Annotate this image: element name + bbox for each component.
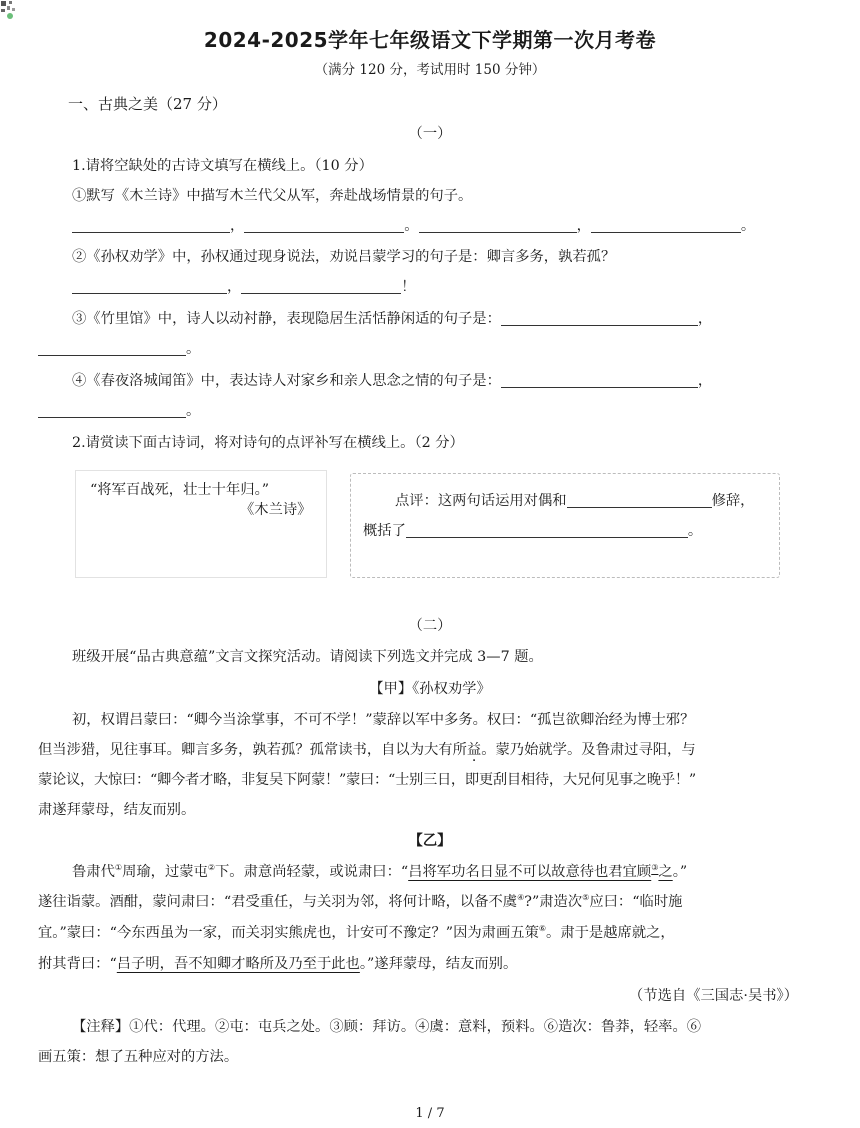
blank[interactable]: [72, 218, 230, 233]
passage-yi-line: 遂往诣蒙。酒酣，蒙问肃曰：“君受重任，与关羽为邻，将何计略，以备不虞④?”肃造次⑤应曰：“临时施: [38, 893, 683, 910]
blank[interactable]: [38, 341, 186, 356]
question-1b: ②《孙权劝学》中，孙权通过现身说法，劝说吕蒙学习的句子是：卿言多务，孰若孤？: [72, 249, 616, 265]
blank[interactable]: [38, 403, 186, 418]
comment-line-1: 点评：这两句话运用对偶和 修辞，: [395, 493, 755, 509]
notes-line: 画五策：想了五种应对的方法。: [38, 1049, 239, 1065]
passage-yi-line: 宜。”蒙曰：“今东西虽为一家，而关羽实熊虎也，计安可不豫定？”因为肃画五策⑥。肃于是越席就之，: [38, 924, 675, 941]
page-subtitle: （满分 120 分，考试用时 150 分钟）: [314, 62, 546, 78]
passage-yi-line: 鲁肃代①周瑜，过蒙屯②下。肃意尚轻蒙，或说肃曰：“吕将军功名日显不可以故意待也君宜顾③之。”: [72, 863, 688, 880]
section-heading: 一、古典之美（27 分）: [68, 95, 227, 113]
blank[interactable]: [244, 218, 404, 233]
blank[interactable]: [406, 523, 688, 538]
comment-line-2: 概括了 。: [363, 523, 703, 539]
blank[interactable]: [567, 493, 712, 508]
blank[interactable]: [419, 218, 577, 233]
answer-line-1b: ， ！: [72, 276, 416, 296]
passage-yi-title: 【乙】: [408, 833, 452, 849]
poem-source: 《木兰诗》: [240, 502, 312, 518]
blank[interactable]: [241, 279, 401, 294]
passage-yi-line: 拊其背曰：“吕子明，吾不知卿才略所及乃至于此也。”遂拜蒙母，结友而别。: [38, 956, 518, 972]
question-1-stem: 1.请将空缺处的古诗文填写在横线上。（10 分）: [72, 158, 373, 174]
qr-code-icon: [0, 0, 20, 20]
poem-quote-box: [75, 470, 327, 578]
part-one-label: （一）: [408, 126, 452, 142]
notes-line: 【注释】①代：代理。②屯：屯兵之处。③顾：拜访。④虞：意料，预料。⑥造次：鲁莽，轻率。⑥: [72, 1019, 702, 1035]
passage-jia-line: 肃遂拜蒙母，结友而别。: [38, 802, 196, 818]
passage-source: （节选自《三国志·吴书》）: [629, 988, 798, 1004]
question-1d: ④《春夜洛城闻笛》中，表达诗人对家乡和亲人思念之情的句子是： ，: [72, 373, 713, 389]
passage-jia-title: 【甲】《孙权劝学》: [369, 681, 491, 697]
comment-box: [350, 473, 780, 578]
reading-intro: 班级开展“品古典意蕴”文言文探究活动。请阅读下列选文并完成 3—7 题。: [72, 649, 543, 665]
answer-line-1c: 。: [38, 338, 200, 358]
page-title: 2024-2025学年七年级语文下学期第一次月考卷: [203, 28, 657, 52]
question-1c: ③《竹里馆》中，诗人以动衬静，表现隐居生活恬静闲适的句子是： ，: [72, 311, 713, 327]
poem-quote: “将军百战死，壮士十年归。”: [90, 482, 270, 498]
passage-jia-line: 蒙论议，大惊曰：“卿今者才略，非复吴下阿蒙！”蒙曰：“士别三日，即更刮目相待，大兄何见事之晚乎！”: [38, 772, 696, 788]
blank[interactable]: [501, 373, 698, 388]
question-1a: ①默写《木兰诗》中描写木兰代父从军，奔赴战场情景的句子。: [72, 188, 473, 204]
answer-line-1a: ， 。 ， 。: [72, 215, 755, 235]
blank[interactable]: [501, 311, 698, 326]
blank[interactable]: [591, 218, 741, 233]
page-number: 1 / 7: [415, 1106, 445, 1121]
answer-line-1d: 。: [38, 400, 200, 420]
blank[interactable]: [72, 279, 227, 294]
passage-jia-line: 初，权谓吕蒙曰：“卿今当涂掌事，不可不学！”蒙辞以军中多务。权曰：“孤岂欲卿治经为博士邪？: [72, 712, 695, 728]
question-2-stem: 2.请赏读下面古诗词，将对诗句的点评补写在横线上。（2 分）: [72, 435, 464, 451]
part-two-label: （二）: [408, 618, 452, 634]
passage-jia-line: 但当涉猎，见往事耳。卿言多务，孰若孤？孤常读书，自以为大有所益。蒙乃始就学。及鲁肃过寻阳，与: [38, 742, 696, 758]
